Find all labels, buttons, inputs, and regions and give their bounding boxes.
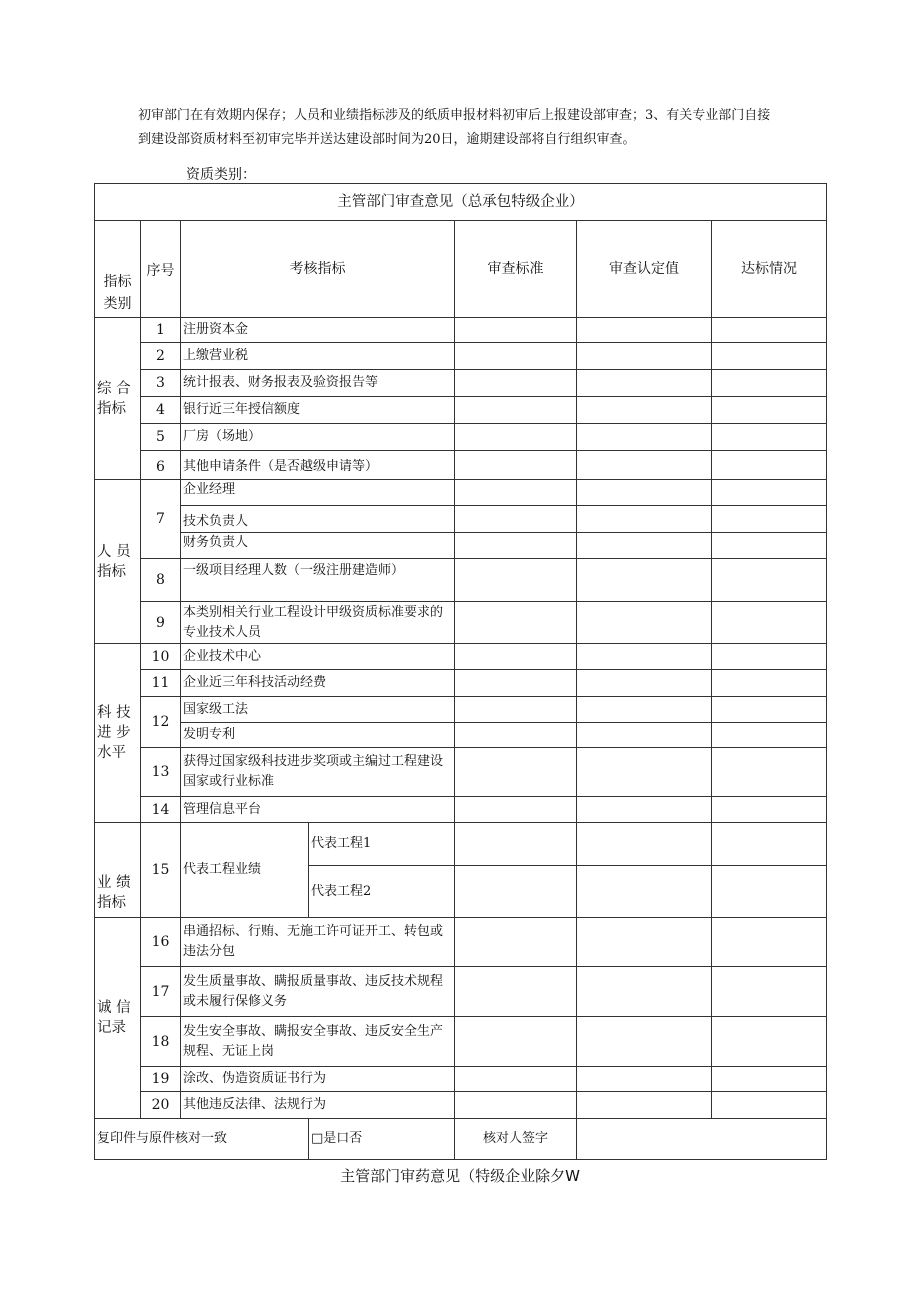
approved-cell[interactable]: [577, 1067, 712, 1092]
approved-cell[interactable]: [577, 451, 712, 480]
indicator-5: 厂房（场地）: [181, 424, 455, 451]
standard-cell[interactable]: [455, 451, 577, 480]
project-1: 代表工程1: [309, 823, 455, 866]
standard-cell[interactable]: [455, 697, 577, 723]
indicator-2: 上缴营业税: [181, 343, 455, 370]
status-cell[interactable]: [712, 480, 827, 506]
indicator-4: 银行近三年授信额度: [181, 397, 455, 424]
indicator-8: 一级项目经理人数（一级注册建造师）: [181, 559, 455, 602]
status-cell[interactable]: [712, 967, 827, 1017]
seq-18: 18: [141, 1017, 181, 1067]
seq-5: 5: [141, 424, 181, 451]
approved-cell[interactable]: [577, 397, 712, 424]
standard-cell[interactable]: [455, 748, 577, 797]
status-cell[interactable]: [712, 318, 827, 343]
status-cell[interactable]: [712, 533, 827, 559]
approved-cell[interactable]: [577, 480, 712, 506]
indicator-16: 串通招标、行贿、无施工许可证开工、转包或违法分包: [181, 918, 455, 967]
standard-cell[interactable]: [455, 723, 577, 748]
status-cell[interactable]: [712, 823, 827, 866]
indicator-10: 企业技术中心: [181, 644, 455, 670]
approved-cell[interactable]: [577, 602, 712, 644]
header-standard: 审查标准: [455, 221, 577, 318]
seq-9: 9: [141, 602, 181, 644]
header-seq: 序号: [141, 221, 181, 318]
approved-cell[interactable]: [577, 424, 712, 451]
seq-16: 16: [141, 918, 181, 967]
seq-8: 8: [141, 559, 181, 602]
status-cell[interactable]: [712, 1092, 827, 1119]
standard-cell[interactable]: [455, 533, 577, 559]
header-category: 指标类别: [95, 221, 141, 318]
status-cell[interactable]: [712, 451, 827, 480]
seq-2: 2: [141, 343, 181, 370]
standard-cell[interactable]: [455, 797, 577, 823]
standard-cell[interactable]: [455, 1092, 577, 1119]
status-cell[interactable]: [712, 866, 827, 918]
status-cell[interactable]: [712, 644, 827, 670]
approved-cell[interactable]: [577, 918, 712, 967]
standard-cell[interactable]: [455, 644, 577, 670]
category-tech: 科 技进 步水平: [95, 644, 141, 823]
indicator-18: 发生安全事故、瞒报安全事故、违反安全生产规程、无证上岗: [181, 1017, 455, 1067]
seq-6: 6: [141, 451, 181, 480]
category-integrity: 诚 信记录: [95, 918, 141, 1119]
category-personnel: 人 员指标: [95, 480, 141, 644]
standard-cell[interactable]: [455, 1017, 577, 1067]
seq-19: 19: [141, 1067, 181, 1092]
indicator-14: 管理信息平台: [181, 797, 455, 823]
approved-cell[interactable]: [577, 797, 712, 823]
status-cell[interactable]: [712, 1067, 827, 1092]
standard-cell[interactable]: [455, 343, 577, 370]
header-indicator: 考核指标: [181, 221, 455, 318]
approved-cell[interactable]: [577, 670, 712, 697]
table-title: 主管部门审查意见（总承包特级企业）: [95, 184, 827, 221]
indicator-3: 统计报表、财务报表及验资报告等: [181, 370, 455, 397]
approved-cell[interactable]: [577, 559, 712, 602]
indicator-7c: 财务负责人: [181, 533, 455, 559]
status-cell[interactable]: [712, 797, 827, 823]
seq-12: 12: [141, 697, 181, 748]
status-cell[interactable]: [712, 602, 827, 644]
standard-cell[interactable]: [455, 602, 577, 644]
category-general: 综 合指标: [95, 318, 141, 480]
approved-cell[interactable]: [577, 866, 712, 918]
standard-cell[interactable]: [455, 670, 577, 697]
indicator-17: 发生质量事故、瞒报质量事故、违反技术规程或未履行保修义务: [181, 967, 455, 1017]
category-performance: 业 绩指标: [95, 823, 141, 918]
approved-cell[interactable]: [577, 1017, 712, 1067]
approved-cell[interactable]: [577, 644, 712, 670]
signature-field[interactable]: [577, 1119, 827, 1160]
intro-line-1: 初审部门在有效期内保存；人员和业绩指标涉及的纸质申报材料初审后上报建设部审查；3、有关专业部门自接: [138, 108, 771, 123]
status-cell[interactable]: [712, 918, 827, 967]
approved-cell[interactable]: [577, 967, 712, 1017]
indicator-9: 本类别相关行业工程设计甲级资质标准要求的专业技术人员: [181, 602, 455, 644]
seq-15: 15: [141, 823, 181, 918]
approved-cell[interactable]: [577, 697, 712, 723]
indicator-6: 其他申请条件（是否越级申请等）: [181, 451, 455, 480]
status-cell[interactable]: [712, 397, 827, 424]
standard-cell[interactable]: [455, 823, 577, 866]
indicator-7b: 技术负责人: [181, 506, 455, 533]
indicator-7a: 企业经理: [181, 480, 455, 506]
intro-paragraph: [138, 104, 838, 152]
status-cell[interactable]: [712, 697, 827, 723]
standard-cell[interactable]: [455, 967, 577, 1017]
seq-7: 7: [141, 480, 181, 559]
copy-check-label: 复印件与原件核对一致: [95, 1119, 309, 1160]
approved-cell[interactable]: [577, 723, 712, 748]
standard-cell[interactable]: [455, 866, 577, 918]
qualification-category-label: 资质类别：: [186, 167, 256, 183]
standard-cell[interactable]: [455, 559, 577, 602]
indicator-1: 注册资本金: [181, 318, 455, 343]
approved-cell[interactable]: [577, 506, 712, 533]
seq-4: 4: [141, 397, 181, 424]
indicator-11: 企业近三年科技活动经费: [181, 670, 455, 697]
yes-no-checkbox[interactable]: □是口否: [309, 1119, 455, 1160]
approved-cell[interactable]: [577, 1092, 712, 1119]
standard-cell[interactable]: [455, 318, 577, 343]
approved-cell[interactable]: [577, 823, 712, 866]
approved-cell[interactable]: [577, 318, 712, 343]
approved-cell[interactable]: [577, 370, 712, 397]
status-cell[interactable]: [712, 748, 827, 797]
status-cell[interactable]: [712, 1017, 827, 1067]
status-cell[interactable]: [712, 670, 827, 697]
status-cell[interactable]: [712, 424, 827, 451]
seq-14: 14: [141, 797, 181, 823]
standard-cell[interactable]: [455, 397, 577, 424]
standard-cell[interactable]: [455, 370, 577, 397]
seq-1: 1: [141, 318, 181, 343]
review-table: [94, 183, 827, 1160]
indicator-15: 代表工程业绩: [181, 823, 309, 918]
approved-cell[interactable]: [577, 748, 712, 797]
indicator-19: 涂改、伪造资质证书行为: [181, 1067, 455, 1092]
approved-cell[interactable]: [577, 343, 712, 370]
indicator-13: 获得过国家级科技进步奖项或主编过工程建设国家或行业标准: [181, 748, 455, 797]
seq-11: 11: [141, 670, 181, 697]
header-status: 达标情况: [712, 221, 827, 318]
status-cell[interactable]: [712, 370, 827, 397]
status-cell[interactable]: [712, 559, 827, 602]
seq-17: 17: [141, 967, 181, 1017]
seq-20: 20: [141, 1092, 181, 1119]
intro-line-2: 到建设部资质材料至初审完毕并送达建设部时间为20日，逾期建设部将自行组织审查。: [138, 132, 636, 147]
next-section-title: 主管部门审药意见（特级企业除夕W: [340, 1167, 580, 1185]
standard-cell[interactable]: [455, 1067, 577, 1092]
status-cell[interactable]: [712, 723, 827, 748]
indicator-20: 其他违反法律、法规行为: [181, 1092, 455, 1119]
status-cell[interactable]: [712, 506, 827, 533]
standard-cell[interactable]: [455, 506, 577, 533]
project-2: 代表工程2: [309, 866, 455, 918]
seq-3: 3: [141, 370, 181, 397]
standard-cell[interactable]: [455, 424, 577, 451]
seq-13: 13: [141, 748, 181, 797]
standard-cell[interactable]: [455, 918, 577, 967]
approved-cell[interactable]: [577, 533, 712, 559]
indicator-12a: 国家级工法: [181, 697, 455, 723]
header-approved: 审查认定值: [577, 221, 712, 318]
status-cell[interactable]: [712, 343, 827, 370]
standard-cell[interactable]: [455, 480, 577, 506]
indicator-12b: 发明专利: [181, 723, 455, 748]
seq-10: 10: [141, 644, 181, 670]
signature-label: 核对人签字: [455, 1119, 577, 1160]
